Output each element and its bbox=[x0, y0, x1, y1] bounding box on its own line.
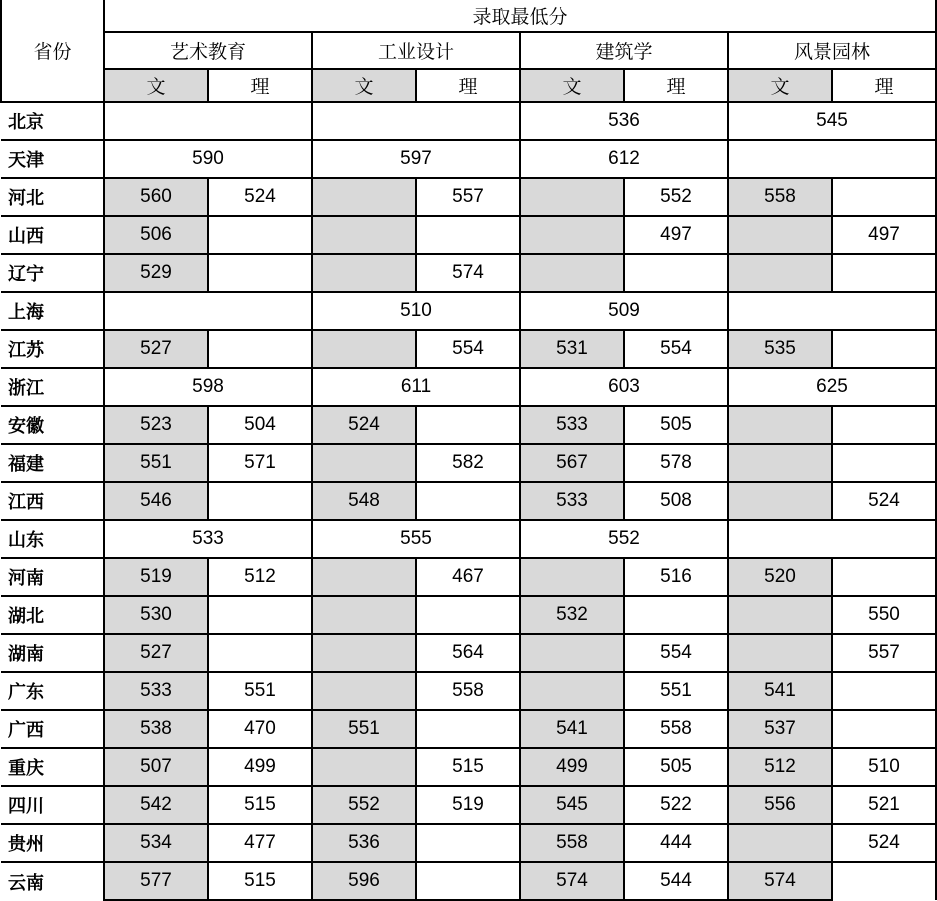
score-cell: 507 bbox=[104, 748, 208, 786]
score-cell: 515 bbox=[208, 786, 312, 824]
table-row bbox=[1, 330, 936, 368]
score-cell bbox=[520, 178, 624, 216]
province-cell: 浙江 bbox=[1, 368, 104, 406]
table-row bbox=[1, 178, 936, 216]
score-cell: 552 bbox=[520, 520, 728, 558]
province-cell: 天津 bbox=[1, 140, 104, 178]
table-row bbox=[1, 140, 936, 178]
score-cell bbox=[312, 330, 416, 368]
track-header-li: 理 bbox=[416, 69, 520, 102]
province-cell: 贵州 bbox=[1, 824, 104, 862]
table-row bbox=[1, 748, 936, 786]
score-cell: 558 bbox=[728, 178, 832, 216]
score-cell bbox=[728, 444, 832, 482]
score-cell: 508 bbox=[624, 482, 728, 520]
score-cell: 505 bbox=[624, 748, 728, 786]
score-cell bbox=[728, 216, 832, 254]
score-cell: 550 bbox=[832, 596, 936, 634]
track-header-wen: 文 bbox=[104, 69, 208, 102]
score-cell: 557 bbox=[832, 634, 936, 672]
score-cell bbox=[416, 482, 520, 520]
score-cell: 499 bbox=[520, 748, 624, 786]
score-cell bbox=[520, 216, 624, 254]
score-cell: 536 bbox=[312, 824, 416, 862]
score-cell bbox=[208, 482, 312, 520]
province-cell: 安徽 bbox=[1, 406, 104, 444]
score-cell bbox=[208, 216, 312, 254]
province-cell: 上海 bbox=[1, 292, 104, 330]
score-cell: 552 bbox=[624, 178, 728, 216]
score-cell: 512 bbox=[208, 558, 312, 596]
score-cell: 533 bbox=[104, 672, 208, 710]
score-cell bbox=[312, 216, 416, 254]
score-cell: 554 bbox=[416, 330, 520, 368]
score-cell: 444 bbox=[624, 824, 728, 862]
table-row bbox=[1, 558, 936, 596]
score-cell: 545 bbox=[520, 786, 624, 824]
province-cell: 辽宁 bbox=[1, 254, 104, 292]
score-cell bbox=[832, 330, 936, 368]
score-cell bbox=[832, 406, 936, 444]
score-cell: 522 bbox=[624, 786, 728, 824]
score-cell: 612 bbox=[520, 140, 728, 178]
score-cell: 516 bbox=[624, 558, 728, 596]
score-cell: 558 bbox=[416, 672, 520, 710]
score-cell: 551 bbox=[624, 672, 728, 710]
score-cell: 558 bbox=[520, 824, 624, 862]
score-cell: 520 bbox=[728, 558, 832, 596]
track-header-wen: 文 bbox=[728, 69, 832, 102]
score-cell: 558 bbox=[624, 710, 728, 748]
score-cell bbox=[104, 102, 312, 140]
score-cell: 574 bbox=[520, 862, 624, 900]
table-row bbox=[1, 102, 936, 140]
province-cell: 湖南 bbox=[1, 634, 104, 672]
score-cell: 510 bbox=[312, 292, 520, 330]
score-cell: 545 bbox=[728, 102, 936, 140]
track-header-wen: 文 bbox=[520, 69, 624, 102]
score-cell: 557 bbox=[416, 178, 520, 216]
table-title-min-admission-score: 录取最低分 bbox=[104, 0, 936, 32]
table-row bbox=[1, 292, 936, 330]
score-cell bbox=[728, 292, 936, 330]
table-row bbox=[1, 444, 936, 482]
major-header-art-education: 艺术教育 bbox=[104, 32, 312, 69]
table-row bbox=[1, 482, 936, 520]
score-cell bbox=[520, 672, 624, 710]
score-cell: 544 bbox=[624, 862, 728, 900]
score-cell: 531 bbox=[520, 330, 624, 368]
score-cell: 597 bbox=[312, 140, 520, 178]
score-cell: 509 bbox=[520, 292, 728, 330]
score-cell: 519 bbox=[416, 786, 520, 824]
score-cell: 512 bbox=[728, 748, 832, 786]
score-cell: 596 bbox=[312, 862, 416, 900]
major-header-architecture: 建筑学 bbox=[520, 32, 728, 69]
score-cell bbox=[312, 444, 416, 482]
score-cell bbox=[208, 330, 312, 368]
score-cell: 552 bbox=[312, 786, 416, 824]
score-cell bbox=[832, 710, 936, 748]
score-cell: 542 bbox=[104, 786, 208, 824]
province-cell: 福建 bbox=[1, 444, 104, 482]
score-cell bbox=[520, 254, 624, 292]
province-cell: 山东 bbox=[1, 520, 104, 558]
score-cell: 578 bbox=[624, 444, 728, 482]
score-cell: 598 bbox=[104, 368, 312, 406]
province-cell: 江西 bbox=[1, 482, 104, 520]
score-cell bbox=[208, 254, 312, 292]
score-cell: 524 bbox=[832, 824, 936, 862]
score-cell bbox=[832, 862, 936, 900]
score-cell: 523 bbox=[104, 406, 208, 444]
score-cell bbox=[312, 254, 416, 292]
score-cell bbox=[728, 824, 832, 862]
score-cell: 497 bbox=[832, 216, 936, 254]
score-cell: 541 bbox=[520, 710, 624, 748]
score-cell bbox=[728, 406, 832, 444]
table-row bbox=[1, 520, 936, 558]
score-cell: 505 bbox=[624, 406, 728, 444]
table-row bbox=[1, 672, 936, 710]
score-cell: 524 bbox=[832, 482, 936, 520]
table-row bbox=[1, 862, 936, 900]
score-cell: 506 bbox=[104, 216, 208, 254]
province-column-header: 省份 bbox=[1, 0, 104, 102]
score-cell bbox=[312, 102, 520, 140]
score-cell: 537 bbox=[728, 710, 832, 748]
score-cell bbox=[312, 558, 416, 596]
score-cell: 538 bbox=[104, 710, 208, 748]
score-cell bbox=[312, 672, 416, 710]
score-cell: 533 bbox=[104, 520, 312, 558]
table-row bbox=[1, 216, 936, 254]
major-header-industrial-design: 工业设计 bbox=[312, 32, 520, 69]
score-cell: 535 bbox=[728, 330, 832, 368]
score-cell bbox=[312, 178, 416, 216]
score-cell: 556 bbox=[728, 786, 832, 824]
score-cell bbox=[728, 482, 832, 520]
province-cell: 湖北 bbox=[1, 596, 104, 634]
table-row bbox=[1, 634, 936, 672]
score-cell: 504 bbox=[208, 406, 312, 444]
score-cell: 548 bbox=[312, 482, 416, 520]
province-cell: 四川 bbox=[1, 786, 104, 824]
score-cell: 625 bbox=[728, 368, 936, 406]
province-cell: 重庆 bbox=[1, 748, 104, 786]
score-cell: 611 bbox=[312, 368, 520, 406]
score-cell: 524 bbox=[312, 406, 416, 444]
score-cell: 536 bbox=[520, 102, 728, 140]
score-cell: 467 bbox=[416, 558, 520, 596]
province-cell: 云南 bbox=[1, 862, 104, 900]
score-cell: 574 bbox=[728, 862, 832, 900]
score-cell bbox=[728, 634, 832, 672]
score-cell: 571 bbox=[208, 444, 312, 482]
score-cell: 533 bbox=[520, 482, 624, 520]
score-cell bbox=[520, 634, 624, 672]
score-cell bbox=[416, 596, 520, 634]
score-cell: 530 bbox=[104, 596, 208, 634]
score-cell: 567 bbox=[520, 444, 624, 482]
score-cell bbox=[208, 634, 312, 672]
score-cell: 515 bbox=[208, 862, 312, 900]
score-cell bbox=[208, 596, 312, 634]
track-header-li: 理 bbox=[832, 69, 936, 102]
score-cell: 554 bbox=[624, 634, 728, 672]
score-cell bbox=[728, 596, 832, 634]
score-cell: 582 bbox=[416, 444, 520, 482]
score-cell: 560 bbox=[104, 178, 208, 216]
score-cell: 551 bbox=[312, 710, 416, 748]
score-cell: 477 bbox=[208, 824, 312, 862]
score-cell bbox=[728, 254, 832, 292]
score-cell bbox=[416, 216, 520, 254]
score-cell bbox=[416, 862, 520, 900]
table-row bbox=[1, 824, 936, 862]
score-cell: 554 bbox=[624, 330, 728, 368]
province-cell: 北京 bbox=[1, 102, 104, 140]
score-cell: 529 bbox=[104, 254, 208, 292]
score-cell: 574 bbox=[416, 254, 520, 292]
table-row bbox=[1, 786, 936, 824]
table-row bbox=[1, 254, 936, 292]
score-cell bbox=[312, 748, 416, 786]
score-cell: 603 bbox=[520, 368, 728, 406]
score-cell: 497 bbox=[624, 216, 728, 254]
score-cell bbox=[312, 596, 416, 634]
score-cell bbox=[832, 672, 936, 710]
score-cell: 524 bbox=[208, 178, 312, 216]
score-cell bbox=[624, 596, 728, 634]
table-row bbox=[1, 710, 936, 748]
table-row bbox=[1, 406, 936, 444]
province-cell: 广西 bbox=[1, 710, 104, 748]
score-cell bbox=[832, 444, 936, 482]
score-cell: 470 bbox=[208, 710, 312, 748]
score-cell: 546 bbox=[104, 482, 208, 520]
score-cell: 521 bbox=[832, 786, 936, 824]
table-row bbox=[1, 368, 936, 406]
province-cell: 山西 bbox=[1, 216, 104, 254]
track-header-li: 理 bbox=[208, 69, 312, 102]
score-cell bbox=[520, 558, 624, 596]
score-cell: 533 bbox=[520, 406, 624, 444]
score-cell bbox=[416, 824, 520, 862]
score-cell: 515 bbox=[416, 748, 520, 786]
province-cell: 河南 bbox=[1, 558, 104, 596]
score-cell bbox=[728, 520, 936, 558]
score-cell: 527 bbox=[104, 330, 208, 368]
score-cell: 590 bbox=[104, 140, 312, 178]
score-cell bbox=[416, 406, 520, 444]
province-cell: 河北 bbox=[1, 178, 104, 216]
score-cell: 519 bbox=[104, 558, 208, 596]
score-cell: 527 bbox=[104, 634, 208, 672]
major-header-landscape: 风景园林 bbox=[728, 32, 936, 69]
score-cell bbox=[832, 178, 936, 216]
score-cell bbox=[104, 292, 312, 330]
track-header-li: 理 bbox=[624, 69, 728, 102]
score-cell: 541 bbox=[728, 672, 832, 710]
track-header-wen: 文 bbox=[312, 69, 416, 102]
score-cell: 532 bbox=[520, 596, 624, 634]
score-cell bbox=[312, 634, 416, 672]
province-cell: 广东 bbox=[1, 672, 104, 710]
score-cell: 499 bbox=[208, 748, 312, 786]
score-cell: 577 bbox=[104, 862, 208, 900]
score-cell bbox=[624, 254, 728, 292]
score-cell: 510 bbox=[832, 748, 936, 786]
score-cell: 551 bbox=[104, 444, 208, 482]
score-cell bbox=[832, 558, 936, 596]
province-cell: 江苏 bbox=[1, 330, 104, 368]
table-row bbox=[1, 596, 936, 634]
score-cell: 555 bbox=[312, 520, 520, 558]
score-cell bbox=[832, 254, 936, 292]
score-cell bbox=[728, 140, 936, 178]
score-cell: 534 bbox=[104, 824, 208, 862]
score-cell bbox=[416, 710, 520, 748]
score-cell: 564 bbox=[416, 634, 520, 672]
score-cell: 551 bbox=[208, 672, 312, 710]
